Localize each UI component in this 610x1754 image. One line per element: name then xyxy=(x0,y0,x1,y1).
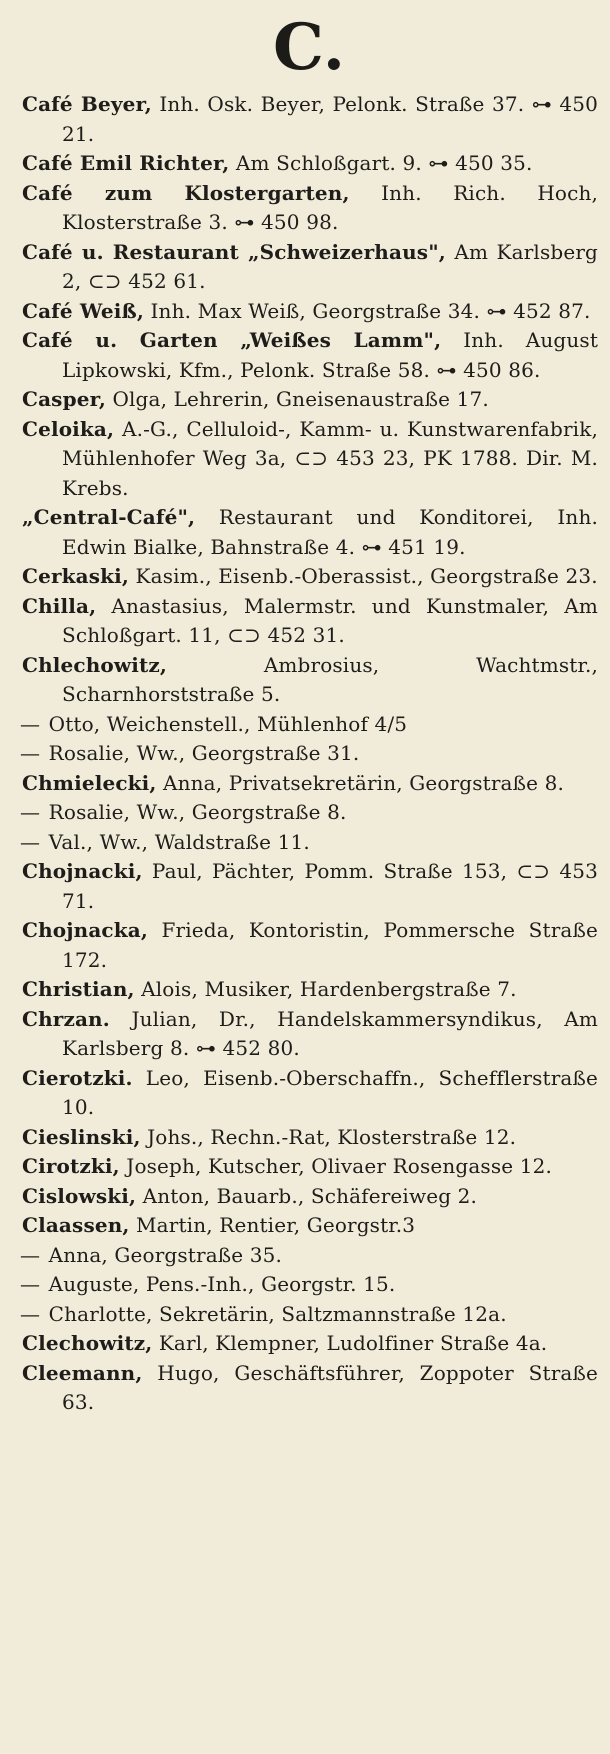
directory-entry xyxy=(20,326,598,385)
entry-name: Cislowski, xyxy=(22,1183,137,1208)
directory-entry xyxy=(20,1329,598,1359)
directory-entry xyxy=(20,1270,598,1300)
directory-entry xyxy=(20,828,598,858)
continuation-dash: — xyxy=(20,1301,47,1326)
entry-details: Ambrosius, Wachtmstr., Scharnhorststraße 5. xyxy=(62,652,598,706)
directory-entry xyxy=(20,1005,598,1064)
continuation-dash: — xyxy=(20,800,47,824)
entry-details: Kasim., Eisenb.-Oberassist., Georgstraße 23. xyxy=(129,564,598,588)
entry-name: Café Weiß, xyxy=(22,298,144,323)
directory-entry xyxy=(20,916,598,975)
entry-name: Christian, xyxy=(22,977,135,1001)
entry-name: Café zum Klostergarten, xyxy=(22,180,350,205)
entry-details: Rosalie, Ww., Georgstraße 31. xyxy=(48,741,360,765)
directory-entry xyxy=(20,149,598,179)
directory-entry xyxy=(20,710,598,740)
entry-name: Chmielecki, xyxy=(22,770,157,795)
entry-details: Inh. August Lipkowski, Kfm., Pelonk. Straße 58. ⊶ 450 86. xyxy=(62,328,599,382)
directory-entry-list xyxy=(20,90,598,1418)
entry-details: Julian, Dr., Handelskammersyndikus, Am Karlsberg 8. ⊶ 452 80. xyxy=(62,1006,598,1060)
entry-name: Claassen, xyxy=(22,1213,130,1237)
entry-details: Rosalie, Ww., Georgstraße 8. xyxy=(48,800,347,824)
directory-entry xyxy=(20,297,598,327)
entry-details: Anna, Georgstraße 35. xyxy=(48,1242,283,1267)
entry-details: Joseph, Kutscher, Olivaer Rosengasse 12. xyxy=(119,1154,553,1178)
entry-name: Cirotzki, xyxy=(22,1154,120,1178)
entry-details: Johs., Rechn.-Rat, Klosterstraße 12. xyxy=(140,1124,517,1149)
directory-entry xyxy=(20,769,598,799)
directory-entry xyxy=(20,90,598,149)
directory-entry xyxy=(20,562,598,592)
entry-name: Café Beyer, xyxy=(22,92,152,116)
directory-entry xyxy=(20,857,598,916)
entry-details: Inh. Rich. Hoch, Klosterstraße 3. ⊶ 450 98. xyxy=(62,180,598,234)
entry-name: Chlechowitz, xyxy=(22,652,168,677)
entry-details: Leo, Eisenb.-Oberschaffn., Schefflerstraße 10. xyxy=(62,1065,598,1119)
entry-details: Anastasius, Malermstr. und Kunstmaler, Am Schloßgart. 11, ⊂⊃ 452 31. xyxy=(62,593,598,647)
directory-entry xyxy=(20,415,598,504)
entry-details: Am Karlsberg 2, ⊂⊃ 452 61. xyxy=(62,239,598,293)
entry-details: Martin, Rentier, Georgstr.3 xyxy=(129,1213,416,1237)
entry-details: Hugo, Geschäftsführer, Zoppoter Straße 63. xyxy=(62,1360,598,1414)
directory-entry xyxy=(20,1359,598,1418)
entry-details: Auguste, Pens.-Inh., Georgstr. 15. xyxy=(48,1272,396,1296)
directory-entry xyxy=(20,503,598,562)
entry-details: Karl, Klempner, Ludolfiner Straße 4a. xyxy=(152,1331,548,1355)
directory-entry xyxy=(20,1123,598,1153)
continuation-dash: — xyxy=(20,711,47,736)
entry-details: Frieda, Kontoristin, Pommersche Straße 172. xyxy=(62,918,598,972)
entry-name: Cierotzki. xyxy=(22,1065,133,1090)
continuation-dash: — xyxy=(20,829,47,854)
entry-name: Café Emil Richter, xyxy=(22,151,230,175)
entry-name: Chilla, xyxy=(22,593,97,618)
entry-details: Inh. Osk. Beyer, Pelonk. Straße 37. ⊶ 450 21. xyxy=(62,92,598,146)
directory-entry xyxy=(20,1182,598,1212)
entry-details: Anna, Privatsekretärin, Georgstraße 8. xyxy=(156,770,565,795)
directory-entry xyxy=(20,385,598,415)
entry-details: Charlotte, Sekretärin, Saltzmannstraße 12a. xyxy=(48,1301,507,1326)
entry-details: Am Schloßgart. 9. ⊶ 450 35. xyxy=(229,151,533,175)
entry-details: Anton, Bauarb., Schäfereiweg 2. xyxy=(136,1183,478,1208)
entry-details: Inh. Max Weiß, Georgstraße 34. ⊶ 452 87. xyxy=(143,298,591,323)
entry-details: Restaurant und Konditorei, Inh. Edwin Bialke, Bahnstraße 4. ⊶ 451 19. xyxy=(62,505,598,559)
continuation-dash: — xyxy=(20,1272,47,1296)
entry-details: Paul, Pächter, Pomm. Straße 153, ⊂⊃ 453 71. xyxy=(62,859,598,913)
directory-entry xyxy=(20,651,598,710)
directory-entry xyxy=(20,592,598,651)
entry-details: Val., Ww., Waldstraße 11. xyxy=(48,829,310,854)
entry-name: Chojnacki, xyxy=(22,859,143,883)
directory-entry xyxy=(20,1064,598,1123)
entry-details: Alois, Musiker, Hardenbergstraße 7. xyxy=(134,977,517,1001)
entry-name: Clechowitz, xyxy=(22,1331,153,1355)
entry-name: Chrzan. xyxy=(22,1006,110,1031)
entry-details: Otto, Weichenstell., Mühlenhof 4/5 xyxy=(48,711,408,736)
entry-name: Cerkaski, xyxy=(22,564,130,588)
directory-entry xyxy=(20,1241,598,1271)
continuation-dash: — xyxy=(20,741,47,765)
continuation-dash: — xyxy=(20,1242,47,1267)
entry-details: Olga, Lehrerin, Gneisenaustraße 17. xyxy=(105,387,489,411)
directory-entry xyxy=(20,1211,598,1241)
entry-name: Café u. Garten „Weißes Lamm", xyxy=(22,328,442,352)
entry-name: Cieslinski, xyxy=(22,1124,141,1149)
entry-name: Chojnacka, xyxy=(22,918,148,942)
entry-name: Casper, xyxy=(22,387,106,411)
entry-details: A.-G., Celluloid-, Kamm- u. Kunstwarenfabrik, Mühlenhofer Weg 3a, ⊂⊃ 453 23, PK 1788. Dir. M. Krebs. xyxy=(62,416,598,500)
directory-entry xyxy=(20,739,598,769)
section-letter-heading: C. xyxy=(272,10,346,85)
entry-name: „Central-Café", xyxy=(22,505,196,529)
directory-entry xyxy=(20,238,598,297)
directory-entry xyxy=(20,179,598,238)
directory-entry xyxy=(20,1300,598,1330)
directory-entry xyxy=(20,975,598,1005)
directory-entry xyxy=(20,1152,598,1182)
entry-name: Cleemann, xyxy=(22,1360,143,1385)
directory-entry xyxy=(20,798,598,828)
entry-name: Celoika, xyxy=(22,416,115,441)
entry-name: Café u. Restaurant „Schweizerhaus", xyxy=(22,239,446,264)
